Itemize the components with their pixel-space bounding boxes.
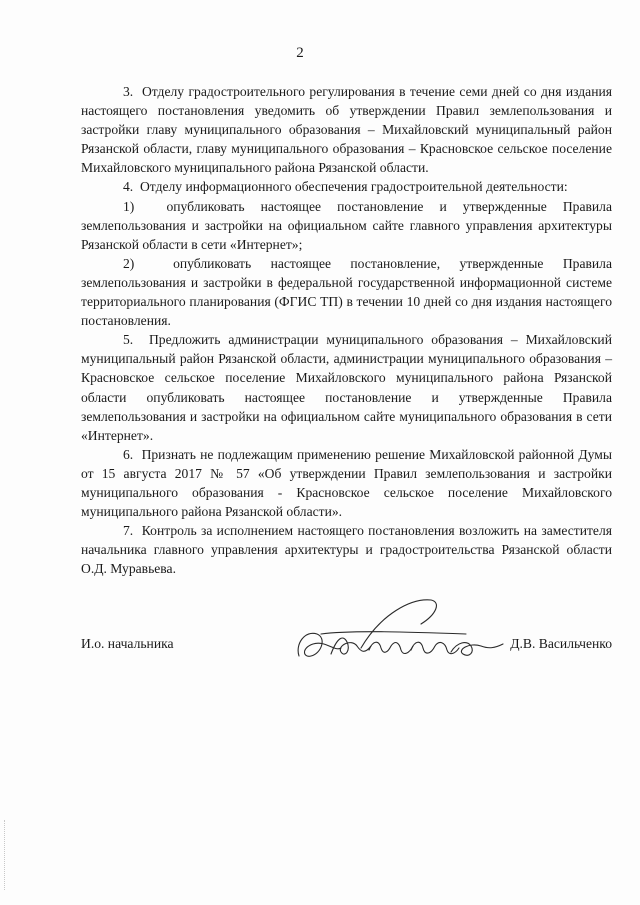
paragraph-7-control: 7. Контроль за исполнением настоящего постановления возложить на заместителя начальника главного управления архитектуры и градостроительства Рязанской области О.Д. Муравьева. <box>81 523 612 577</box>
paragraph-4-info-department: 4. Отделу информационного обеспечения градостроительной деятельности: <box>123 179 568 195</box>
signatory-title: И.о. начальника <box>81 636 174 651</box>
paragraph-4-2-publish-fgis: 2) опубликовать настоящее постановление, утвержденные Правила землепользования и застройки в федеральной государственной информационной системе территориального планирования (ФГИС ТП) в течении 10 дней со дня издания настоящего постановления. <box>81 255 612 329</box>
paragraph-5-propose-administration: 5. Предложить администрации муниципального образования – Михайловский муниципальный район Рязанской области, администрации муниципального образования – Красновское сельское поселение Михайловского муниципального района Рязанской области опубликовать настоящее постановление и утвержденные Правила землепользования и застройки на официальном сайте муниципального образования в сети «Интернет». <box>81 332 612 443</box>
signature-block <box>81 632 612 672</box>
document-body <box>81 82 612 578</box>
paragraph-4-1-publish-site: 1) опубликовать настоящее постановление и утвержденные Правила землепользования и застройки на официальном сайте главного управления архитектуры Рязанской области в сети «Интернет»; <box>81 198 612 252</box>
scan-edge-marks <box>4 820 7 890</box>
handwritten-signature-icon <box>291 594 511 674</box>
paragraph-3-notification: 3. Отделу градостроительного регулирования в течение семи дней со дня издания настоящего постановления уведомить об утверждении Правил землепользования и застройки главу муниципального образования – Михайловский муниципальный район Рязанской области, главу муниципального образования – Красновское сельское поселение Михайловского муниципального района Рязанской области. <box>81 84 612 176</box>
signatory-name: Д.В. Васильченко <box>510 636 612 651</box>
paragraph-6-invalidate-decision: 6. Признать не подлежащим применению решение Михайловской районной Думы от 15 августа 2017 № 57 «Об утверждении Правил землепользования и застройки муниципального образования - Красновское сельское поселение Михайловского муниципального района Рязанской области». <box>81 446 612 520</box>
page-number: 2 <box>296 45 304 61</box>
